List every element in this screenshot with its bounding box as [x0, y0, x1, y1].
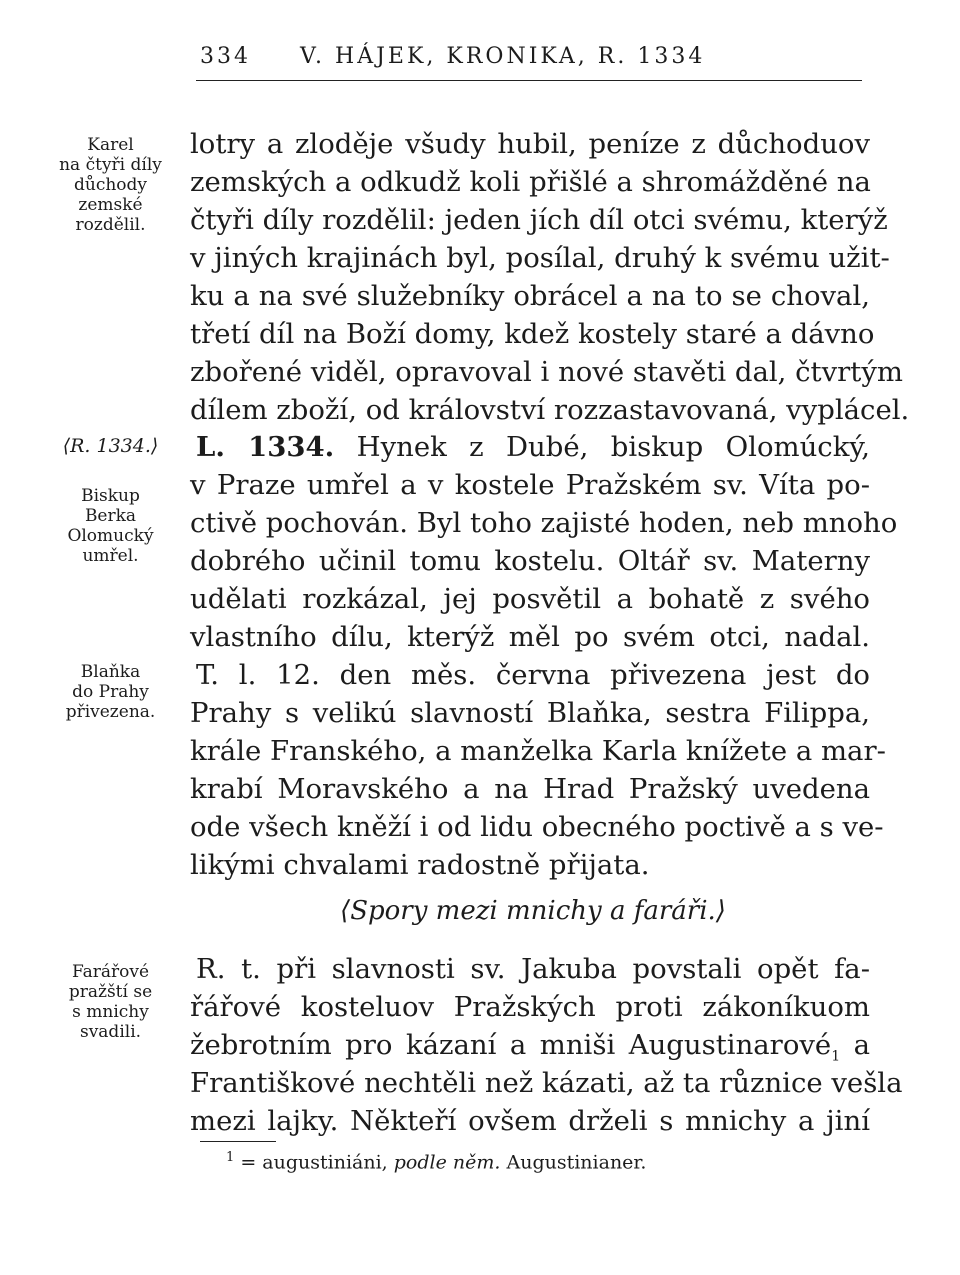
footnote-ref: 1	[831, 1048, 841, 1065]
body-line: vlastního dílu, kterýž měl po svém otci, nadal.	[190, 621, 870, 653]
year-label: L. 1334.	[196, 431, 335, 463]
body-line: zbořené viděl, opravoval i nové stavěti dal, čtvrtým	[190, 356, 903, 388]
body-line-with-footnote-ref: žebrotním pro kázaní a mniši Augustinarové$_1$ a	[190, 1029, 870, 1065]
body-line: ode všech kněží i od lidu obecného poctivě a s ve-	[190, 811, 884, 843]
body-line: v jiných krajinách byl, posílal, druhý k svému užit-	[190, 242, 890, 274]
body-line: likými chvalami radostně přijata.	[190, 849, 650, 881]
footnote-text: augustiniáni,	[262, 1151, 388, 1174]
margin-note-line: Olomucký	[67, 526, 154, 546]
footnote	[226, 1145, 846, 1174]
body-line: ku a na své služebníky obrácel a na to se choval,	[190, 280, 870, 312]
margin-note-blanka	[38, 662, 183, 722]
margin-note-line: na čtyři díly	[59, 155, 162, 175]
body-line: krabí Moravského a na Hrad Pražský uvedena	[190, 773, 870, 805]
margin-note-line: ⟨R. 1334.⟩	[62, 435, 159, 457]
year-entry-text: Hynek z Dubé, biskup Olomúcký,	[356, 431, 870, 463]
margin-note-line: zemské	[78, 195, 143, 215]
year-entry-line	[196, 428, 870, 466]
margin-note-year	[38, 436, 183, 456]
body-line: Františkové nechtěli než kázati, až ta různice vešla	[190, 1067, 903, 1099]
body-line: mezi lajky. Někteří ovšem drželi s mnichy a jiní	[190, 1105, 870, 1137]
margin-note-fararove	[38, 962, 183, 1042]
running-title: V. HÁJEK, KRONIKA, R. 1334	[300, 44, 706, 69]
body-line: R. t. při slavnosti sv. Jakuba povstali opět fa-	[196, 953, 870, 985]
body-line: třetí díl na Boží domy, kdež kostely staré a dávno	[190, 318, 875, 350]
footnote-marker: 1	[226, 1150, 235, 1165]
body-line: čtyři díly rozdělil: jeden jích díl otci svému, kterýž	[190, 204, 888, 236]
header-rule	[196, 80, 862, 81]
body-line: zemských a odkudž koli přišlé a shromážděné na	[190, 166, 871, 198]
section-heading: ⟨Spory mezi mnichy a faráři.⟩	[340, 896, 726, 926]
body-line: dílem zboží, od království rozzastavovaná, vyplácel.	[190, 394, 910, 426]
footnote-text-end: Augustinianer.	[506, 1151, 647, 1174]
footnote-italic: podle něm.	[393, 1151, 501, 1174]
margin-note-line: Farářové	[71, 962, 150, 982]
body-line: dobrého učinil tomu kostelu. Oltář sv. Materny	[190, 545, 870, 577]
body-line: v Praze umřel a v kostele Pražském sv. Víta po-	[190, 469, 870, 501]
body-line: T. l. 12. den měs. června přivezena jest do	[196, 659, 870, 691]
margin-note-line: Biskup	[81, 486, 140, 506]
margin-note-line: Blaňka	[80, 662, 141, 682]
body-line: ctivě pochován. Byl toho zajisté hoden, neb mnoho	[190, 507, 898, 539]
margin-note-line: pražští se	[68, 982, 153, 1002]
margin-note-line: přivezena.	[65, 702, 156, 722]
margin-note-line: svadili.	[79, 1022, 142, 1042]
margin-note-line: umřel.	[82, 546, 139, 566]
margin-note-line: s mnichy	[72, 1002, 149, 1022]
footnote-eq: =	[240, 1151, 257, 1174]
body-line: udělati rozkázal, jej posvětil a bohatě z svého	[190, 583, 870, 615]
footnote-rule	[200, 1141, 276, 1142]
body-line: Prahy s velikú slavností Blaňka, sestra Filippa,	[190, 697, 870, 729]
body-line: lotry a zloděje všudy hubil, peníze z důchoduov	[190, 128, 870, 160]
margin-note-biskup	[38, 486, 183, 566]
body-line: krále Franského, a manželka Karla knížete a mar-	[190, 735, 886, 767]
running-header	[200, 44, 860, 76]
margin-note-line: důchody	[73, 175, 148, 195]
body-line: řářové kosteluov Pražských proti zákoníkuom	[190, 991, 870, 1023]
margin-note-karel	[38, 135, 183, 235]
page-number: 334	[200, 44, 251, 69]
margin-note-line: rozdělil.	[75, 215, 146, 235]
margin-note-line: do Prahy	[72, 682, 149, 702]
margin-note-line: Berka	[84, 506, 137, 526]
body-line-text: žebrotním pro kázaní a mniši Augustinarové	[190, 1029, 832, 1061]
margin-note-line: Karel	[87, 135, 134, 155]
